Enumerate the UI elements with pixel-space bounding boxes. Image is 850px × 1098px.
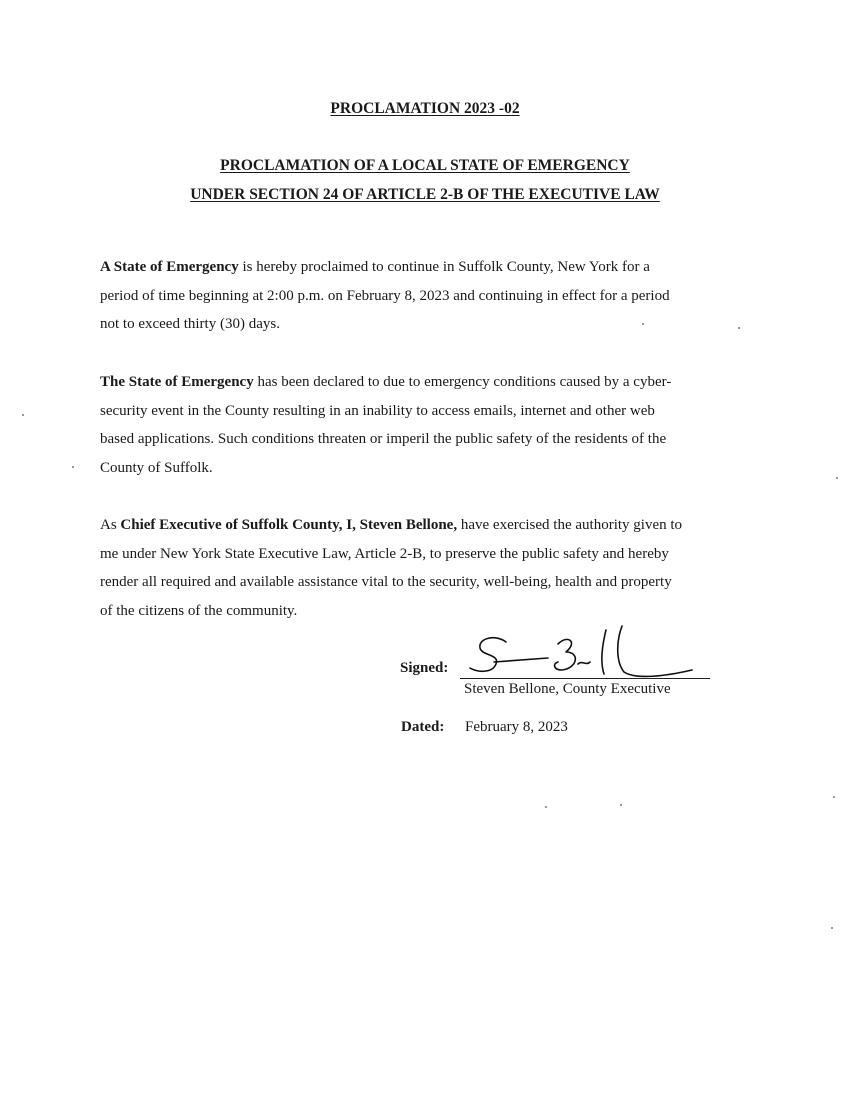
scan-speck <box>738 327 740 329</box>
scan-speck <box>545 806 547 808</box>
paragraph-2-lead: The State of Emergency <box>100 374 254 390</box>
paragraph-3-line-3: render all required and available assistance vital to the security, well-being, health and property <box>100 574 672 590</box>
scan-speck <box>642 323 644 325</box>
paragraph-1-line-3: not to exceed thirty (30) days. <box>100 316 280 332</box>
scan-speck <box>833 796 835 798</box>
title-line-1: PROCLAMATION OF A LOCAL STATE OF EMERGENCY <box>220 157 630 174</box>
paragraph-1-lead: A State of Emergency <box>100 259 239 275</box>
scan-speck <box>831 927 833 929</box>
scan-speck <box>620 804 622 806</box>
paragraph-state-of-emergency <box>100 253 750 339</box>
scan-speck <box>22 414 24 416</box>
paragraph-emergency-cause <box>100 368 750 482</box>
title-line-2: UNDER SECTION 24 OF ARTICLE 2-B OF THE EXECUTIVE LAW <box>190 186 660 203</box>
paragraph-1-line-2: period of time beginning at 2:00 p.m. on February 8, 2023 and continuing in effect for a period <box>100 287 670 304</box>
signature-line <box>460 678 710 679</box>
scan-speck <box>72 466 74 468</box>
paragraph-3-line-4: of the citizens of the community. <box>100 602 298 619</box>
paragraph-3-bold: Chief Executive of Suffolk County, I, Steven Bellone, <box>120 517 458 533</box>
handwritten-signature <box>466 622 701 684</box>
paragraph-3-line-1: have exercised the authority given to <box>457 517 683 533</box>
signer-name: Steven Bellone, County Executive <box>464 681 671 697</box>
paragraph-3-line-2: me under New York State Executive Law, Article 2-B, to preserve the public safety and hereby <box>100 545 669 562</box>
date-value: February 8, 2023 <box>465 719 568 735</box>
dated-label: Dated: <box>401 719 445 735</box>
proclamation-number: PROCLAMATION 2023 -02 <box>330 100 520 117</box>
paragraph-2-line-4: County of Suffolk. <box>100 459 213 476</box>
paragraph-2-line-1: has been declared to due to emergency conditions caused by a cyber- <box>253 374 672 390</box>
paragraph-authority <box>100 511 750 625</box>
paragraph-3-pre: As <box>100 517 121 533</box>
paragraph-2-line-3: based applications. Such conditions threaten or imperil the public safety of the residents of the <box>100 431 667 447</box>
paragraph-1-line-1: is hereby proclaimed to continue in Suffolk County, New York for a <box>238 259 650 275</box>
scan-speck <box>836 477 838 479</box>
paragraph-2-line-2: security event in the County resulting in an inability to access emails, internet and other web <box>100 402 655 419</box>
signed-label: Signed: <box>400 660 449 676</box>
